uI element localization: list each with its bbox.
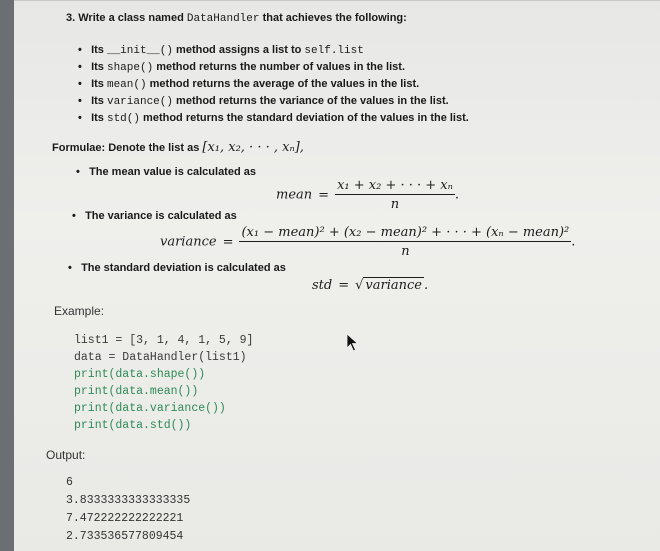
sqrt-icon: √ (355, 278, 364, 293)
list-item (78, 110, 469, 127)
example-label: Example: (54, 304, 105, 318)
page-edge (14, 0, 660, 1)
formulae-intro-text: Formulae: Denote the list as (52, 142, 200, 154)
heading-prefix: 3. Write a class named (66, 12, 184, 24)
item-text: method returns the average of the values in the list. (149, 78, 420, 90)
list-item (78, 76, 469, 93)
code-line: list1 = [3, 1, 4, 1, 5, 9] (74, 334, 254, 347)
heading-suffix: that achieves the following: (262, 12, 407, 24)
item-prefix: Its (91, 78, 104, 90)
code-line: print(data.mean()) (74, 385, 199, 398)
variance-lhs: variance (160, 234, 217, 250)
mean-lhs: mean (276, 187, 313, 203)
output-block (66, 474, 190, 546)
std-formula: std = √ variance . (312, 278, 429, 293)
mean-formula: mean = $\frac{\text{x₁ + x₂ + · · · + xₙ}}{n}$ . (276, 178, 460, 212)
variance-label-text: The variance is calculated as (85, 210, 237, 222)
item-text: method returns the number of values in the list. (156, 61, 406, 73)
output-line: 3.8333333333333335 (66, 494, 191, 507)
code-line: print(data.std()) (74, 419, 192, 432)
variance-numerator: (x₁ − mean)² + (x₂ − mean)² + · · · + (xₙ − mean)² (241, 225, 570, 240)
item-code: mean() (106, 79, 147, 91)
item-code: __init__() (106, 45, 173, 57)
variance-denominator: n (401, 244, 410, 259)
bullet-icon: • (72, 210, 76, 222)
requirements-list (78, 42, 469, 127)
bullet-icon: • (78, 78, 82, 90)
code-line: data = DataHandler(list1) (74, 351, 247, 364)
code-line: print(data.shape()) (74, 368, 206, 381)
list-item (78, 42, 469, 59)
item-prefix: Its (91, 61, 104, 73)
mean-denominator: n (390, 197, 400, 212)
bullet-icon: • (78, 112, 82, 124)
std-label (68, 262, 286, 274)
item-code: variance() (106, 96, 173, 108)
bullet-icon: • (78, 44, 82, 56)
formulae-intro (52, 140, 304, 155)
item-code: std() (106, 113, 140, 125)
item-prefix: Its (91, 112, 104, 124)
output-line: 2.733536577809454 (66, 530, 184, 543)
std-lhs: std (312, 278, 333, 293)
question-heading (66, 12, 407, 25)
bullet-icon: • (78, 61, 82, 73)
item-prefix: Its (91, 95, 104, 107)
item-code-2: self.list (304, 45, 364, 57)
mean-numerator: x₁ + x₂ + · · · + xₙ (337, 178, 453, 193)
variance-label (72, 210, 237, 222)
mouse-pointer-icon (346, 333, 360, 353)
std-radicand: variance (365, 278, 422, 293)
worksheet-page (14, 0, 660, 551)
mean-label (76, 166, 256, 178)
list-item (78, 93, 469, 110)
item-text: method returns the standard deviation of the values in the list. (143, 112, 469, 124)
item-text: method returns the variance of the values in the list. (176, 95, 449, 107)
bullet-icon: • (78, 95, 82, 107)
list-expression: [x₁, x₂, · · · , xₙ], (202, 140, 304, 155)
item-prefix: Its (91, 44, 104, 56)
mean-label-text: The mean value is calculated as (89, 166, 256, 178)
std-label-text: The standard deviation is calculated as (81, 262, 286, 274)
mean-fraction (335, 178, 455, 212)
bullet-icon: • (68, 262, 72, 274)
output-line: 7.472222222222221 (66, 512, 184, 525)
item-text: method assigns a list to (176, 44, 302, 56)
example-code-block (74, 332, 253, 434)
code-line: print(data.variance()) (74, 402, 226, 415)
variance-formula: variance = $\frac{\text{(x₁ − mean)² + (x₂ − mean)² + · · · + (xₙ − mean)²}}{n}$ . (160, 225, 576, 259)
list-item (78, 59, 469, 76)
heading-class-name: DataHandler (186, 13, 260, 25)
variance-fraction (239, 225, 571, 259)
output-label: Output: (46, 448, 86, 462)
bullet-icon: • (76, 166, 80, 178)
item-code: shape() (106, 62, 154, 74)
output-line: 6 (66, 476, 73, 489)
